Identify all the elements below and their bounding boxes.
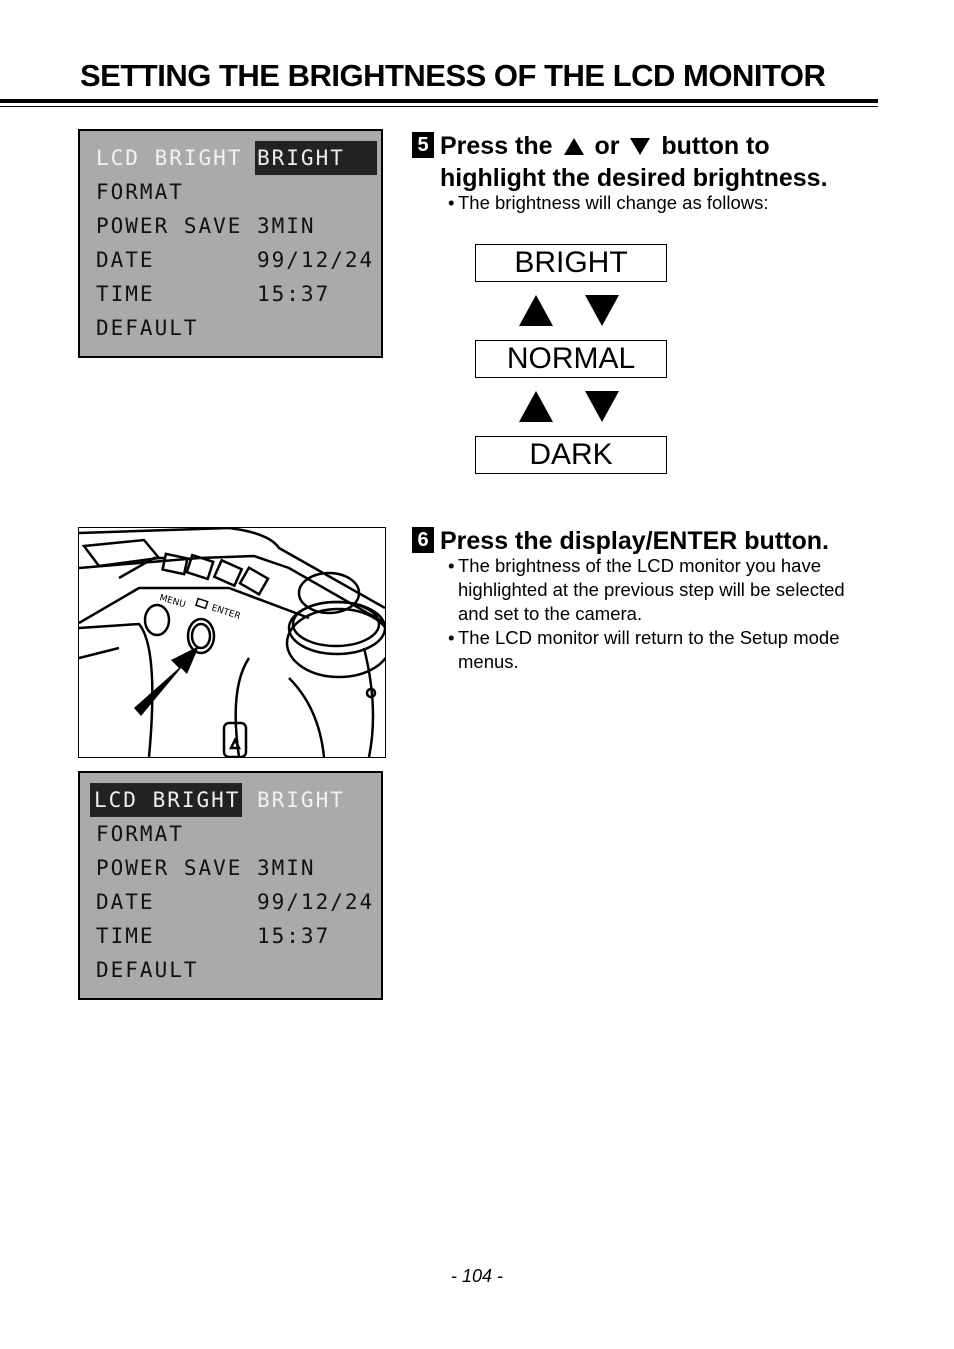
camera-enter-label: ENTER [210, 603, 242, 623]
display-icon [196, 599, 208, 609]
lcd-label: FORMAT [96, 180, 184, 204]
up-arrow-icon [519, 295, 553, 326]
camera-menu-label: MENU [158, 593, 187, 611]
lcd-value: 3MIN [257, 214, 316, 238]
bullet-item: • The LCD monitor will return to the Setup mode menus. [448, 626, 878, 674]
heading-text: button to [661, 132, 770, 160]
lcd-label: TIME [96, 282, 155, 306]
lcd-screen-step5 [78, 129, 383, 358]
lcd-row-power-save [80, 209, 381, 243]
option-normal: NORMAL [475, 340, 667, 378]
lcd-value: 15:37 [257, 924, 331, 948]
step-6-bullets [448, 554, 878, 674]
step-5 [412, 130, 872, 213]
lcd-label-highlighted: LCD BRIGHT [90, 783, 242, 817]
step-6 [412, 525, 872, 672]
lcd-row-format [80, 817, 381, 851]
step-5-bullets [448, 191, 769, 215]
page-number: - 104 - [450, 1266, 504, 1286]
heading-text: or [594, 132, 620, 160]
lcd-value: 99/12/24 [257, 248, 375, 272]
lcd-label: LCD BRIGHT [96, 146, 243, 170]
lcd-row-default [80, 953, 381, 987]
down-arrow-icon [630, 138, 650, 155]
lcd-screen-step6 [78, 771, 383, 1000]
up-arrow-icon [519, 391, 553, 422]
lcd-label: POWER SAVE [96, 214, 243, 238]
option-bright: BRIGHT [475, 244, 667, 282]
up-arrow-icon [564, 138, 584, 155]
lcd-label: TIME [96, 924, 155, 948]
lcd-row-power-save [80, 851, 381, 885]
lcd-row-default [80, 311, 381, 345]
step-number-badge: 6 [412, 527, 434, 553]
arrow-pair [519, 295, 623, 329]
lcd-row-lcd-bright [80, 141, 381, 175]
lcd-value: 15:37 [257, 282, 331, 306]
lcd-label: DEFAULT [96, 958, 199, 982]
step-number-badge: 5 [412, 132, 434, 158]
heading-text: highlight the desired brightness. [440, 164, 828, 192]
lcd-value: BRIGHT [257, 788, 345, 812]
down-arrow-icon [585, 295, 619, 326]
title-rule-thick [0, 99, 878, 103]
step-5-heading [440, 130, 828, 194]
camera-illustration [78, 527, 386, 758]
lcd-label: POWER SAVE [96, 856, 243, 880]
lcd-label: FORMAT [96, 822, 184, 846]
lcd-row-format [80, 175, 381, 209]
camera-drawing [79, 528, 385, 757]
lcd-row-date [80, 243, 381, 277]
bullet-item: • The brightness of the LCD monitor you have highlighted at the previous step will be selected and set to the camera. [448, 554, 878, 626]
down-arrow-icon [585, 391, 619, 422]
lcd-row-lcd-bright [80, 783, 381, 817]
step-6-heading: Press the display/ENTER button. [440, 527, 829, 555]
lcd-label: DATE [96, 890, 155, 914]
lcd-row-time [80, 277, 381, 311]
lcd-row-time [80, 919, 381, 953]
title-rule-thin [0, 106, 878, 107]
option-dark: DARK [475, 436, 667, 474]
lcd-value-highlighted: BRIGHT [255, 141, 377, 175]
heading-text: Press the [440, 132, 553, 160]
bullet-item: • The brightness will change as follows: [448, 191, 769, 215]
page-title: SETTING THE BRIGHTNESS OF THE LCD MONITOR [80, 58, 826, 93]
lcd-value: 3MIN [257, 856, 316, 880]
arrow-pair [519, 391, 623, 425]
lcd-label: DATE [96, 248, 155, 272]
lcd-value: 99/12/24 [257, 890, 375, 914]
lcd-label: DEFAULT [96, 316, 199, 340]
lcd-row-date [80, 885, 381, 919]
